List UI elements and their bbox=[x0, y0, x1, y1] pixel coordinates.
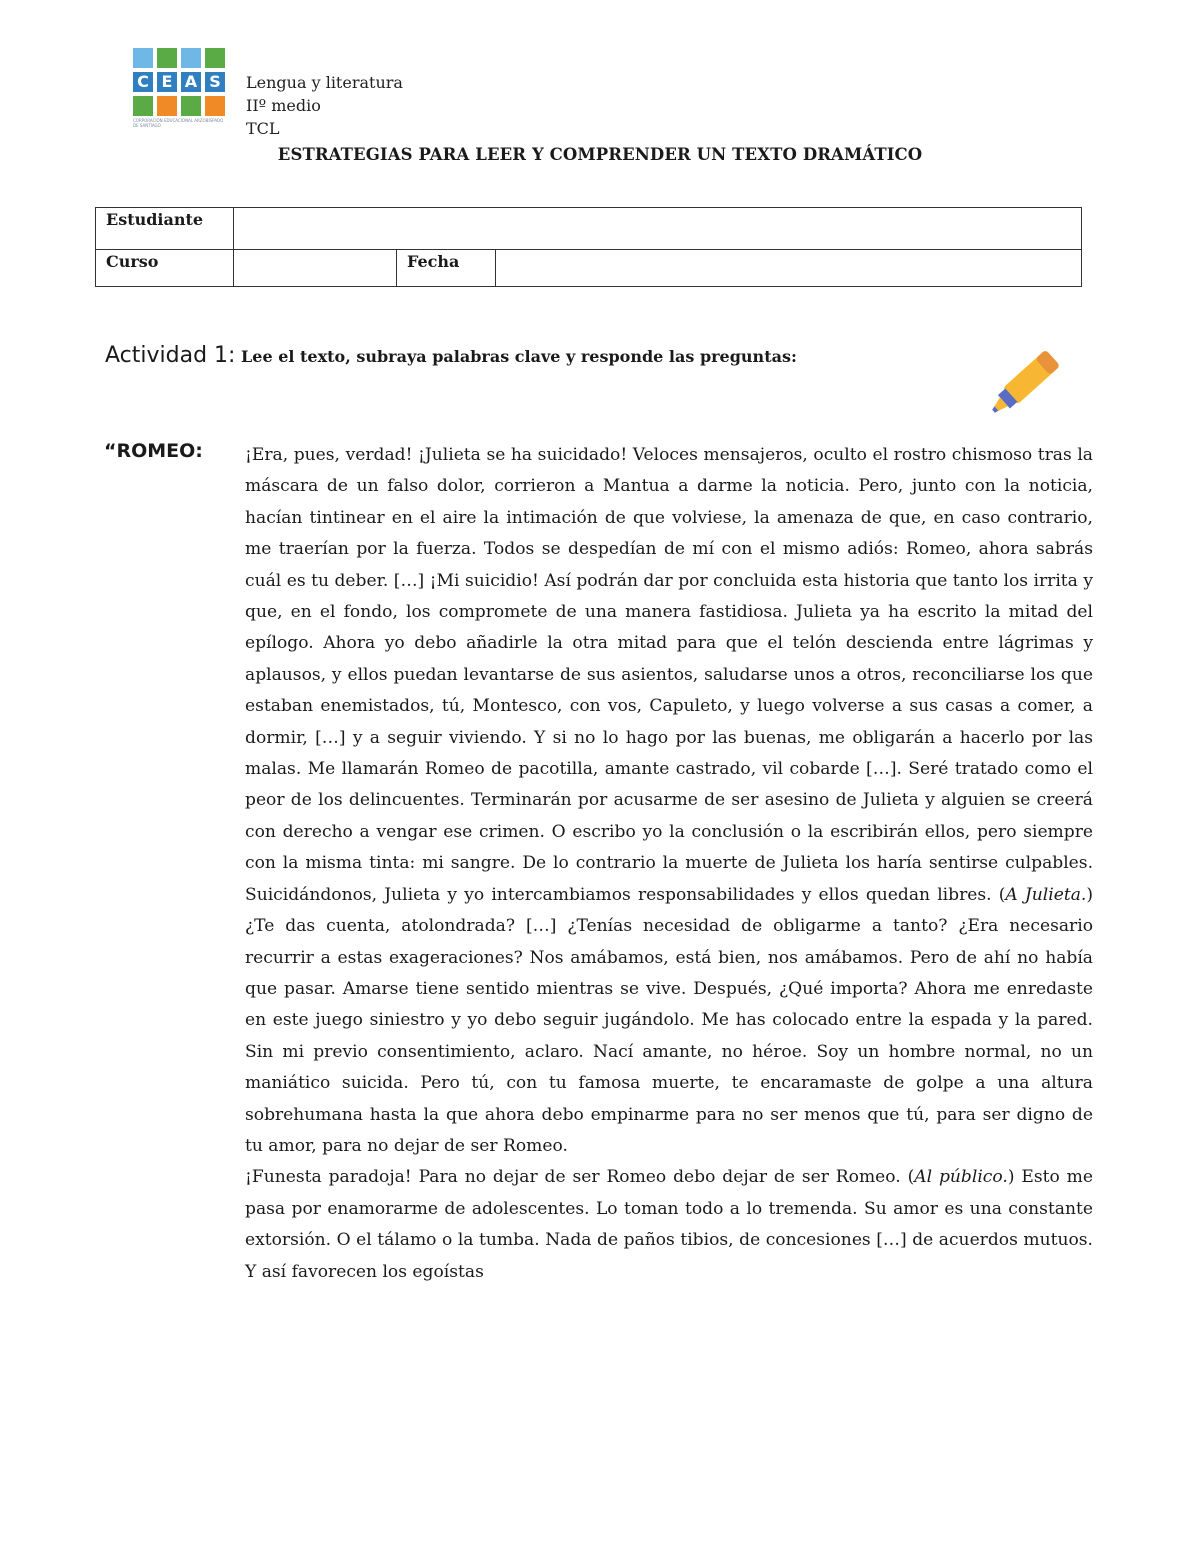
header-info bbox=[246, 71, 403, 140]
highlighter-icon bbox=[985, 350, 1067, 422]
logo-letter-s: S bbox=[205, 72, 225, 92]
page-title: ESTRATEGIAS PARA LEER Y COMPRENDER UN TEXTO DRAMÁTICO bbox=[277, 145, 923, 164]
date-field[interactable] bbox=[496, 250, 1082, 287]
student-name-field[interactable] bbox=[234, 208, 1082, 250]
monologue-text: ¡Era, pues, verdad! ¡Julieta se ha suicidado! Veloces mensajeros, oculto el rostro chismoso tras la máscara de un falso dolor, corrieron a Mantua a darme la noticia. Pero, junto con la noticia, hacían tintinear en el aire la intimación de que volviese, la amenaza de que, en caso contrario, me traerían por la fuerza. Todos se despedían de mí con el mismo adiós: Romeo, ahora sabrás cuál es tu deber. […] ¡Mi suicidio! Así podrán dar por concluida esta historia que tanto los irrita y que, en el fondo, los compromete de una manera fastidiosa. Julieta ya ha escrito la mitad del epílogo. Ahora yo debo añadirle la otra mitad para que el telón descienda entre lágrimas y aplausos, y ellos puedan levantarse de sus asientos, saludarse unos a otros, reconciliarse los que estaban enemistados, tú, Montesco, con vos, Capuleto, y luego volverse a sus casas a comer, a dormir, […] y a seguir viviendo. Y si no lo hago por las buenas, me obligarán a hacerlo por las malas. Me llamarán Romeo de pacotilla, amante castrado, vil cobarde […]. Seré tratado como el peor de los delincuentes. Terminarán por acusarme de ser asesino de Julieta y alguien se creerá con derecho a vengar ese crimen. O escribo yo la conclusión o la escribirán ellos, pero siempre con la misma tinta: mi sangre. De lo contrario la muerte de Julieta los haría sentirse culpables. Suicidándonos, Julieta y yo intercambiamos responsabilidades y ellos quedan libres. ( bbox=[245, 445, 1093, 905]
activity-colon: : bbox=[228, 343, 236, 368]
activity-heading bbox=[105, 343, 797, 368]
subject-label: Lengua y literatura bbox=[246, 73, 403, 92]
activity-instruction: Lee el texto, subraya palabras clave y responde las preguntas: bbox=[235, 347, 797, 366]
logo-letter-a: A bbox=[181, 72, 201, 92]
stage-direction: A Julieta. bbox=[1005, 884, 1087, 905]
monologue-text: ¡Funesta paradoja! Para no dejar de ser Romeo debo dejar de ser Romeo. ( bbox=[245, 1167, 915, 1188]
grade-label: IIº medio bbox=[246, 96, 321, 115]
course-field[interactable] bbox=[234, 250, 397, 287]
code-label: TCL bbox=[246, 119, 280, 138]
logo-letter-c: C bbox=[133, 72, 153, 92]
date-label: Fecha bbox=[397, 250, 496, 287]
ceas-logo bbox=[133, 48, 225, 118]
course-label: Curso bbox=[96, 250, 234, 287]
romeo-monologue bbox=[245, 440, 1093, 1288]
logo-subtitle: CORPORACIÓN EDUCACIONAL ARZOBISPADO DE SANTIAGO bbox=[133, 118, 224, 128]
monologue-paragraph-2 bbox=[245, 1162, 1093, 1288]
stage-direction: Al público. bbox=[914, 1167, 1008, 1188]
monologue-text: ) ¿Te das cuenta, atolondrada? […] ¿Tenías necesidad de obligarme a tanto? ¿Era necesario recurrir a estas exageraciones? Nos amábamos, está bien, nos amábamos. Pero de ahí no había que pasar. Amarse tiene sentido mientras se vive. Después, ¿Qué importa? Ahora me enredaste en este juego siniestro y yo debo seguir jugándolo. Me has colocado entre la espada y la pared. Sin mi previo consentimiento, aclaro. Nací amante, no héroe. Soy un hombre normal, no un maniático suicida. Pero tú, con tu famosa muerte, te encaramaste de golpe a una altura sobrehumana hasta la que ahora debo empinarme para no ser menos que tú, para ser digno de tu amor, para no dejar de ser Romeo. bbox=[245, 884, 1093, 1156]
speaker-name: “ROMEO: bbox=[104, 440, 203, 462]
student-info-table bbox=[95, 207, 1082, 287]
monologue-text: ) Esto me pasa por enamorarme de adolescentes. Lo toman todo a lo tremenda. Su amor es una constante extorsión. O el tálamo o la tumba. Nada de paños tibios, de concesiones […] de acuerdos mutuos. Y así favorecen los egoístas bbox=[245, 1167, 1093, 1282]
logo-letter-e: E bbox=[157, 72, 177, 92]
monologue-paragraph-1 bbox=[245, 440, 1093, 1162]
activity-label: Actividad 1 bbox=[105, 343, 229, 368]
student-label: Estudiante bbox=[96, 208, 234, 250]
